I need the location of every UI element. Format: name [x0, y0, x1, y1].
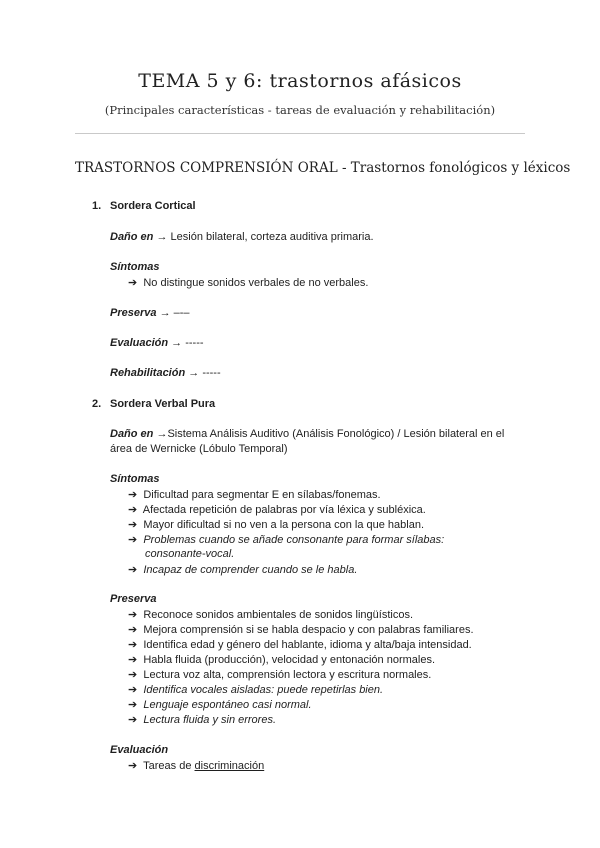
- arrow-icon: ➔: [128, 760, 138, 772]
- arrow-icon: ➔: [128, 564, 138, 576]
- arrow-icon: ➔: [128, 654, 138, 666]
- arrow-icon: ➔: [128, 504, 138, 516]
- page-subtitle: (Principales características - tareas de evaluación y rehabilitación): [104, 103, 496, 117]
- item2-sintoma-text: Problemas cuando se añade consonante para formar sílabas:: [143, 534, 445, 546]
- item1-sintomas-label: Síntomas: [110, 261, 160, 273]
- arrow-icon: ➔: [128, 519, 138, 531]
- item1-title: Sordera Cortical: [110, 200, 196, 212]
- item1-preserva-line: [110, 307, 190, 319]
- arrow-icon: ➔: [128, 624, 138, 636]
- item1-sintoma: [128, 276, 368, 289]
- list-item: [128, 533, 444, 546]
- arrow-icon: ➔: [128, 534, 138, 546]
- item2-preserva-text: Habla fluida (producción), velocidad y entonación normales.: [143, 654, 436, 666]
- arrow-icon: ➔: [128, 714, 138, 726]
- section-title: TRASTORNOS COMPRENSIÓN ORAL - Trastornos fonológicos y léxicos: [75, 160, 571, 176]
- item1-rehabilitacion-value: -----: [202, 367, 221, 379]
- item1-evaluacion-value: -----: [185, 337, 204, 349]
- arrow-icon: ➔: [128, 699, 138, 711]
- list-item: [128, 638, 472, 651]
- item1-dano-line: [110, 231, 374, 243]
- item1-rehabilitacion-label: Rehabilitación: [110, 367, 186, 379]
- item2-title: Sordera Verbal Pura: [110, 398, 216, 410]
- arrow-icon: ➔: [128, 684, 138, 696]
- item1-preserva-label: Preserva: [110, 307, 157, 319]
- small-arrow-icon: →: [156, 231, 168, 243]
- item2-sintoma-text: Dificultad para segmentar E en sílabas/fonemas.: [143, 489, 381, 501]
- arrow-icon: ➔: [128, 639, 138, 651]
- list-item: [128, 759, 264, 772]
- item2-number: 2.: [92, 398, 102, 410]
- arrow-icon: ➔: [128, 489, 138, 501]
- item2-preserva-text: Identifica edad y género del hablante, idioma y alta/baja intensidad.: [143, 639, 472, 651]
- small-arrow-icon: →: [188, 367, 200, 379]
- item1-evaluacion-label: Evaluación: [110, 337, 169, 349]
- small-arrow-icon: →: [159, 307, 171, 319]
- item2-sintomas-label: Síntomas: [110, 473, 160, 485]
- item2-preserva-text: Reconoce sonidos ambientales de sonidos lingüísticos.: [143, 609, 414, 621]
- list-item: [128, 518, 424, 531]
- list-item: [128, 623, 474, 636]
- item2-evaluacion-label: Evaluación: [110, 744, 169, 756]
- item2-evaluacion-prefix: Tareas de: [143, 760, 192, 772]
- item2-preserva-text: Lectura voz alta, comprensión lectora y escritura normales.: [143, 669, 432, 681]
- small-arrow-icon: →: [171, 337, 183, 349]
- header-divider: [75, 133, 525, 134]
- item1-preserva-value: –-–: [173, 307, 190, 319]
- arrow-icon: ➔: [128, 669, 138, 681]
- item2-preserva-label: Preserva: [110, 593, 157, 605]
- list-item: [128, 563, 357, 576]
- list-item: [128, 503, 426, 516]
- small-arrow-icon: →: [156, 428, 168, 440]
- item1-number: 1.: [92, 200, 102, 212]
- item1-rehabilitacion-line: [110, 367, 221, 379]
- item2-dano-text-2: área de Wernicke (Lóbulo Temporal): [110, 443, 288, 455]
- item2-dano-label: Daño en: [110, 428, 154, 440]
- page-title: TEMA 5 y 6: trastornos afásicos: [138, 70, 462, 92]
- item2-preserva-text: Identifica vocales aisladas: puede repetirlas bien.: [143, 684, 384, 696]
- item2-dano-text-1: Sistema Análisis Auditivo (Análisis Fonológico) / Lesión bilateral en el: [167, 428, 505, 440]
- item2-preserva-text: Mejora comprensión si se habla despacio y con palabras familiares.: [143, 624, 474, 636]
- item2-sintoma-text: Mayor dificultad si no ven a la persona con la que hablan.: [143, 519, 425, 531]
- item2-sintoma-continuation: consonante-vocal.: [145, 548, 235, 560]
- item1-dano-label: Daño en: [110, 231, 154, 243]
- item2-preserva-text: Lectura fluida y sin errores.: [143, 714, 277, 726]
- arrow-icon: ➔: [128, 277, 138, 289]
- list-item: [128, 653, 435, 666]
- item2-sintoma-text: Incapaz de comprender cuando se le habla.: [143, 564, 358, 576]
- arrow-icon: ➔: [128, 609, 138, 621]
- item1-dano-text: Lesión bilateral, corteza auditiva primaria.: [170, 231, 374, 243]
- list-item: [128, 608, 413, 621]
- list-item: [128, 698, 312, 711]
- item2-preserva-text: Lenguaje espontáneo casi normal.: [143, 699, 312, 711]
- item2-evaluacion-link: discriminación: [194, 760, 265, 772]
- item2-dano-line: [110, 428, 504, 440]
- list-item: [128, 668, 431, 681]
- list-item: [128, 713, 276, 726]
- item1-evaluacion-line: [110, 337, 204, 349]
- item2-sintoma-text: Afectada repetición de palabras por vía léxica y subléxica.: [142, 504, 426, 516]
- list-item: [128, 488, 381, 501]
- list-item: [128, 683, 383, 696]
- item1-sintoma-text: No distingue sonidos verbales de no verbales.: [143, 277, 369, 289]
